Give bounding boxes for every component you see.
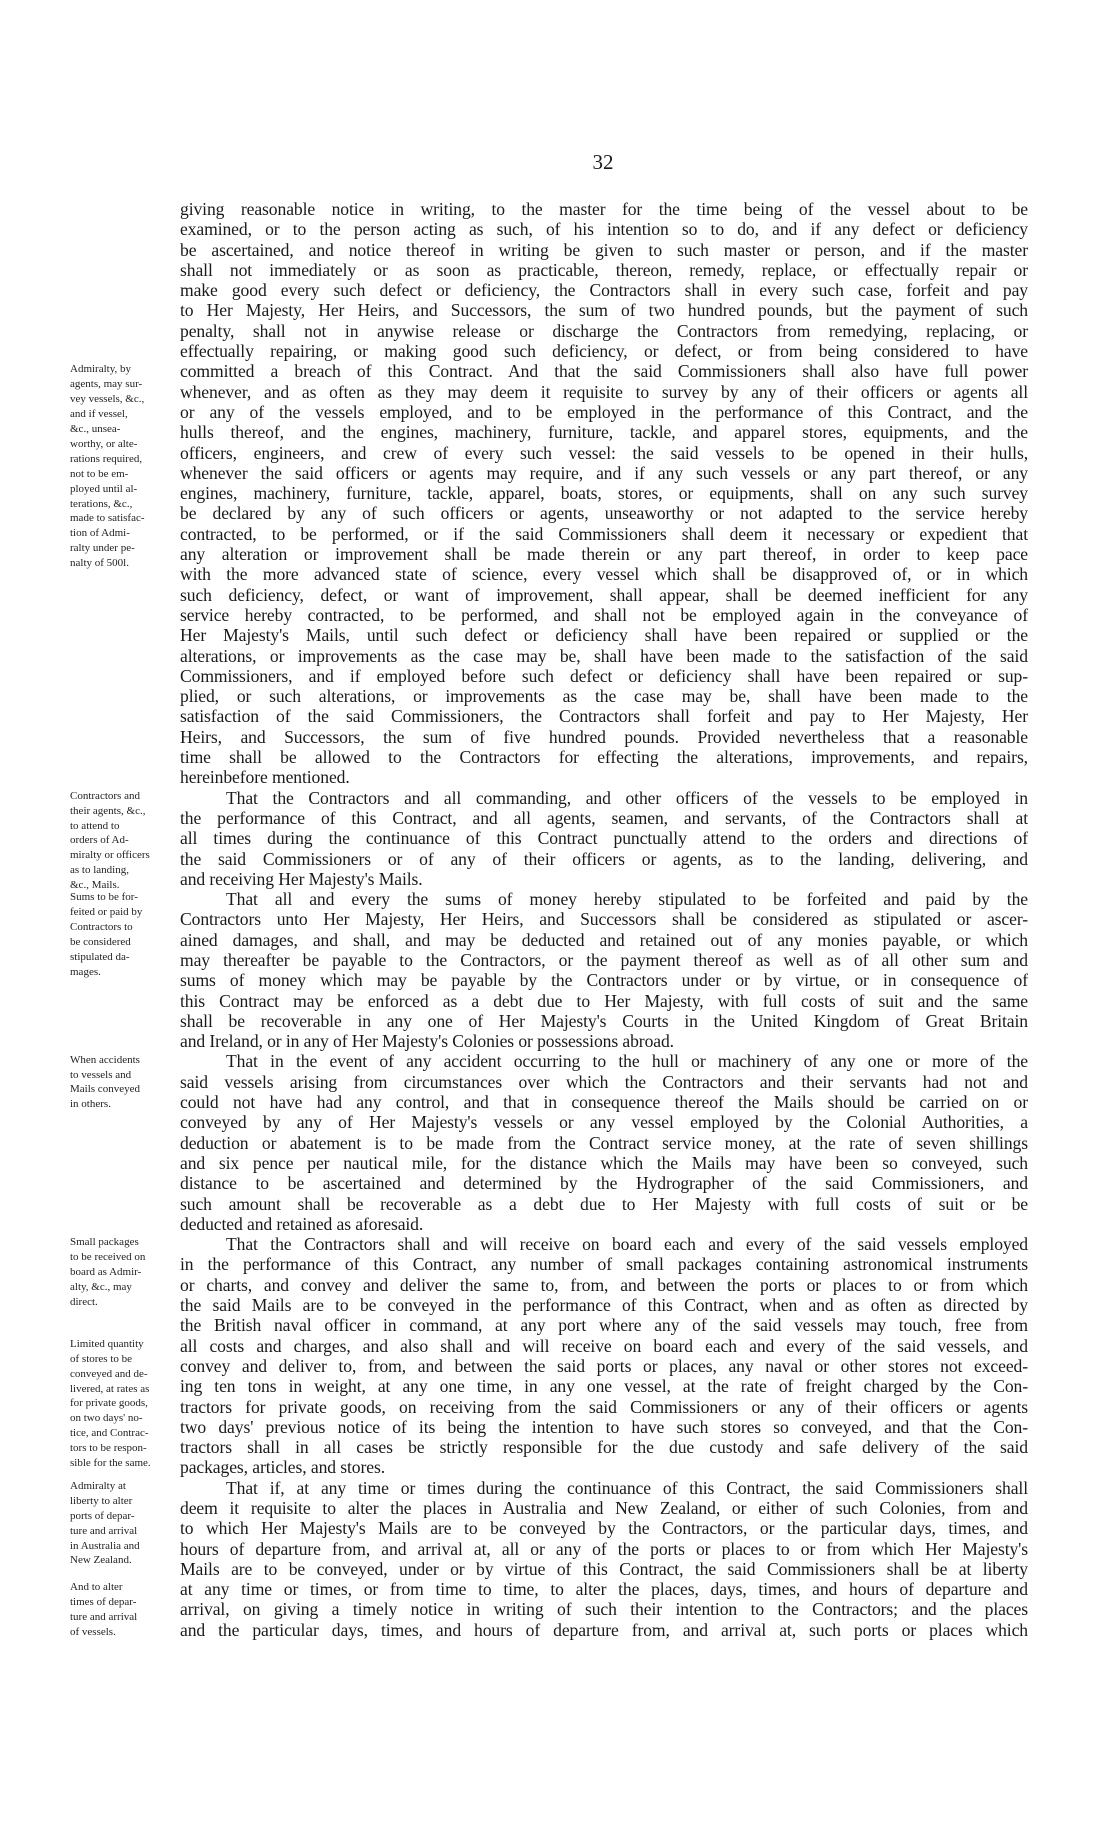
- text-line: two days' previous notice of its being the intention to have such stores so conveyed, and that the Con-: [180, 1416, 1028, 1437]
- text-line: That the Contractors shall and will receive on board each and every of the said vessels employed: [226, 1234, 1028, 1255]
- text-line: may thereafter be payable to the Contractors, or the payment thereof as well as of all other sum and: [180, 949, 1028, 970]
- text-line: time shall be allowed to the Contractors for effecting the alterations, improvements, and repairs,: [180, 747, 1028, 768]
- margin-note-line: their agents, &c.,: [70, 804, 146, 817]
- margin-note-line: ture and arrival: [70, 1524, 138, 1537]
- text-line: the said Commissioners or of any of their officers or agents, as to the landing, delivering, and: [180, 848, 1028, 869]
- text-line: the British naval officer in command, at any port where any of the said vessels may touch, free from: [180, 1315, 1028, 1336]
- text-line: any alteration or improvement shall be made therein or any part thereof, in order to keep pace: [180, 544, 1028, 565]
- margin-note-line: ralty under pe-: [70, 542, 135, 555]
- margin-note-line: orders of Ad-: [70, 834, 129, 847]
- margin-note-line: alty, &c., may: [70, 1281, 132, 1294]
- margin-note-line: tice, and Contrac-: [70, 1427, 149, 1440]
- text-line: engines, machinery, furniture, tackle, apparel, boats, stores, or equipments, shall on any such survey: [180, 483, 1028, 504]
- text-line: Commissioners, and if employed before such defect or deficiency shall have been repaired or sup-: [180, 665, 1028, 686]
- margin-note-line: nalty of 500l.: [70, 557, 129, 570]
- text-line: make good every such defect or deficiency, the Contractors shall in every such case, forfeit and pay: [180, 280, 1028, 301]
- text-line: examined, or to the person acting as such, of his intention so to do, and if any defect or deficiency: [180, 219, 1028, 240]
- margin-note-line: ports of depar-: [70, 1509, 135, 1522]
- text-line: ing ten tons in weight, at any one time, in any one vessel, at the rate of freight charged by the Con-: [180, 1376, 1028, 1397]
- margin-note-line: And to alter: [70, 1581, 123, 1594]
- margin-note-line: Small packages: [70, 1236, 139, 1249]
- text-line: plied, or such alterations, or improvements as the case may be, shall have been made to the: [180, 686, 1028, 707]
- margin-note-line: to be received on: [70, 1251, 146, 1264]
- text-line: the performance of this Contract, and all agents, seamen, and servants, of the Contractors shall at: [180, 807, 1028, 828]
- margin-note: [70, 1580, 178, 1640]
- margin-note-line: in Australia and: [70, 1539, 140, 1552]
- text-line: That if, at any time or times during the continuance of this Contract, the said Commissioners shall: [226, 1477, 1028, 1498]
- text-line: such amount shall be recoverable as a debt due to Her Majesty with full costs of suit or be: [180, 1193, 1028, 1214]
- margin-note-line: for private goods,: [70, 1397, 148, 1410]
- text-line: to which Her Majesty's Mails are to be conveyed by the Contractors, or the particular days, times, and: [180, 1518, 1028, 1539]
- margin-note-line: times of depar-: [70, 1596, 137, 1609]
- text-line: giving reasonable notice in writing, to the master for the time being of the vessel about to be: [180, 199, 1028, 219]
- text-line: be declared by any of such officers or agents, unseaworthy or not adapted to the service hereby: [180, 503, 1028, 524]
- margin-note-line: of stores to be: [70, 1352, 133, 1365]
- text-line: conveyed by any of Her Majesty's vessels or any vessel employed by the Colonial Authorities, a: [180, 1112, 1028, 1133]
- paragraph: [180, 788, 1028, 889]
- text-line: or charts, and convey and deliver the same to, from, and between the ports or places to or from which: [180, 1274, 1028, 1295]
- margin-note: [70, 789, 178, 893]
- text-line: hulls thereof, and the engines, machinery, furniture, tackle, and apparel stores, equipments, and the: [180, 422, 1028, 443]
- margin-note-line: made to satisfac-: [70, 512, 145, 525]
- margin-note-line: in others.: [70, 1098, 111, 1111]
- margin-note-line: not to be em-: [70, 467, 129, 480]
- margin-note-line: Sums to be for-: [70, 891, 138, 904]
- margin-note-line: worthy, or alte-: [70, 437, 138, 450]
- text-line: deem it requisite to alter the places in Australia and New Zealand, or either of such Colonies, from and: [180, 1498, 1028, 1518]
- text-line: at any time or times, or from time to time, to alter the places, days, times, and hours of departure and: [180, 1579, 1028, 1600]
- text-line: to Her Majesty, Her Heirs, and Successors, the sum of two hundred pounds, but the payment of such: [180, 300, 1028, 321]
- margin-note-line: miralty or officers: [70, 849, 150, 862]
- text-line: That all and every the sums of money hereby stipulated to be forfeited and paid by the: [226, 889, 1028, 910]
- text-line: ained damages, and shall, and may be deducted and retained out of any monies payable, or which: [180, 929, 1028, 950]
- text-line: hereinbefore mentioned.: [180, 767, 350, 788]
- text-line: Her Majesty's Mails, until such defect or deficiency shall have been repaired or supplied or the: [180, 625, 1028, 646]
- margin-note-line: &c., unsea-: [70, 423, 121, 436]
- margin-note-line: direct.: [70, 1295, 98, 1308]
- margin-note-line: Contractors and: [70, 789, 140, 802]
- page-number: 32: [592, 150, 614, 174]
- text-line: Contractors unto Her Majesty, Her Heirs, and Successors shall be considered as stipulated or ascer-: [180, 909, 1028, 930]
- margin-note: [70, 362, 178, 571]
- text-line: That the Contractors and all commanding, and other officers of the vessels to be employed in: [226, 787, 1028, 808]
- text-line: be ascertained, and notice thereof in writing be given to such master or person, and if the master: [180, 239, 1028, 260]
- text-line: effectually repairing, or making good such deficiency, or defect, or from being considered to have: [180, 341, 1028, 362]
- margin-note-line: conveyed and de-: [70, 1367, 148, 1380]
- text-line: hours of departure from, and arrival at, all or any of the ports or places to or from which Her Majesty's: [180, 1538, 1028, 1559]
- body-text: [180, 199, 1028, 1640]
- margin-note-line: &c., Mails.: [70, 879, 120, 892]
- paragraph: [180, 1478, 1028, 1640]
- margin-note-line: feited or paid by: [70, 906, 143, 919]
- margin-note-line: Admiralty, by: [70, 363, 131, 376]
- margin-note-line: New Zealand.: [70, 1554, 132, 1567]
- margin-note-line: as to landing,: [70, 864, 129, 877]
- margin-note-line: livered, at rates as: [70, 1382, 150, 1395]
- text-line: could not have had any control, and that in consequence thereof the Mails should be carried on or: [180, 1092, 1028, 1113]
- margin-note-line: on two days' no-: [70, 1412, 143, 1425]
- margin-note-line: vey vessels, &c.,: [70, 393, 145, 406]
- text-line: deduction or abatement is to be made from the Contract service money, at the rate of seven shillings: [180, 1132, 1028, 1153]
- text-line: satisfaction of the said Commissioners, the Contractors shall forfeit and pay to Her Majesty, Her: [180, 706, 1028, 727]
- text-line: this Contract may be enforced as a debt due to Her Majesty, with full costs of suit and the same: [180, 990, 1028, 1011]
- margin-note-line: board as Admir-: [70, 1266, 142, 1279]
- text-line: such deficiency, defect, or want of improvement, shall appear, shall be deemed inefficient for any: [180, 584, 1028, 605]
- text-line: shall not immediately or as soon as practicable, thereon, remedy, replace, or effectually repair or: [180, 259, 1028, 280]
- text-line: convey and deliver to, from, and between the said ports or places, any naval or other stores not exceed-: [180, 1355, 1028, 1376]
- text-line: and receiving Her Majesty's Mails.: [180, 868, 423, 889]
- margin-note-line: Limited quantity: [70, 1337, 144, 1350]
- margin-note-line: agents, may sur-: [70, 378, 143, 391]
- margin-note-line: ployed until al-: [70, 482, 138, 495]
- margin-note-line: and if vessel,: [70, 408, 128, 421]
- text-line: tractors shall in all cases be strictly responsible for the due custody and safe delivery of the said: [180, 1437, 1028, 1458]
- margin-note-line: liberty to alter: [70, 1494, 133, 1507]
- text-line: Mails are to be conveyed, under or by virtue of this Contract, the said Commissioners shall be at liberty: [180, 1558, 1028, 1579]
- text-line: and the particular days, times, and hours of departure from, and arrival at, such ports or places which: [180, 1619, 1028, 1640]
- text-line: whenever, and as often as they may deem it requisite to survey by any of their officers or agents all: [180, 381, 1028, 402]
- margin-note: [70, 1053, 178, 1113]
- margin-note-line: tors to be respon-: [70, 1442, 147, 1455]
- margin-note-line: mages.: [70, 965, 101, 978]
- margin-note-line: ture and arrival: [70, 1611, 138, 1624]
- margin-note-line: to vessels and: [70, 1068, 132, 1081]
- text-line: Heirs, and Successors, the sum of five hundred pounds. Provided nevertheless that a reasonable: [180, 726, 1028, 747]
- margin-note-line: Contractors to: [70, 921, 133, 933]
- paragraph: [180, 1051, 1028, 1234]
- paragraph: [180, 889, 1028, 1051]
- text-line: contracted, to be performed, or if the said Commissioners shall deem it necessary or expedient that: [180, 523, 1028, 544]
- margin-note-line: tion of Admi-: [70, 527, 130, 540]
- text-line: tractors for private goods, on receiving from the said Commissioners or any of their officers or agents: [180, 1396, 1028, 1417]
- text-line: penalty, shall not in anywise release or discharge the Contractors from remedying, replacing, or: [180, 320, 1028, 341]
- margin-note-line: of vessels.: [70, 1626, 116, 1639]
- text-line: shall be recoverable in any one of Her Majesty's Courts in the United Kingdom of Great Britain: [180, 1010, 1028, 1031]
- text-line: all costs and charges, and also shall and will receive on board each and every of the said vessels, and: [180, 1335, 1028, 1356]
- margin-note: [70, 890, 178, 979]
- margin-note-line: sible for the same.: [70, 1457, 151, 1470]
- margin-note: [70, 1479, 178, 1568]
- text-line: That in the event of any accident occurring to the hull or machinery of any one or more of the: [226, 1051, 1028, 1072]
- text-line: with the more advanced state of science, every vessel which shall be disapproved of, or in which: [180, 564, 1028, 585]
- margin-note-line: be considered: [70, 935, 131, 948]
- paragraph: [180, 1234, 1028, 1478]
- margin-note-line: rations required,: [70, 452, 143, 465]
- text-line: and Ireland, or in any of Her Majesty's Colonies or possessions abroad.: [180, 1031, 674, 1052]
- text-line: alterations, or improvements as the case may be, shall have been made to the satisfaction of the said: [180, 645, 1028, 666]
- text-line: and six pence per nautical mile, for the distance which the Mails may have been so conveyed, such: [180, 1152, 1028, 1173]
- margin-note-line: stipulated da-: [70, 950, 130, 963]
- text-line: said vessels arising from circumstances over which the Contractors and their servants had not and: [180, 1071, 1028, 1092]
- margin-note-line: When accidents: [70, 1053, 140, 1066]
- margin-note-line: Admiralty at: [70, 1479, 126, 1492]
- text-line: packages, articles, and stores.: [180, 1457, 386, 1478]
- margin-note-line: Mails conveyed: [70, 1083, 140, 1096]
- text-line: or any of the vessels employed, and to be employed in the performance of this Contract, and the: [180, 401, 1028, 422]
- text-line: service hereby contracted, to be performed, and shall not be employed again in the conveyance of: [180, 604, 1028, 625]
- margin-note: [70, 1337, 178, 1471]
- text-line: distance to be ascertained and determined by the Hydrographer of the said Commissioners, and: [180, 1173, 1028, 1194]
- text-line: committed a breach of this Contract. And that the said Commissioners shall also have full power: [180, 361, 1028, 382]
- text-line: officers, engineers, and crew of every such vessel: the said vessels to be opened in their hulls,: [180, 442, 1028, 463]
- text-line: in the performance of this Contract, any number of small packages containing astronomical instruments: [180, 1254, 1028, 1275]
- paragraph: [180, 199, 1028, 788]
- margin-note: [70, 1235, 178, 1310]
- text-line: arrival, on giving a timely notice in writing of such their intention to the Contractors; and the places: [180, 1599, 1028, 1620]
- text-line: whenever the said officers or agents may require, and if any such vessels or any part thereof, or any: [180, 462, 1028, 483]
- margin-note-line: terations, &c.,: [70, 497, 133, 510]
- text-line: deducted and retained as aforesaid.: [180, 1213, 424, 1234]
- text-line: all times during the continuance of this Contract punctually attend to the orders and directions of: [180, 828, 1028, 849]
- margin-note-line: to attend to: [70, 819, 120, 832]
- text-line: sums of money which may be payable by the Contractors under or by virtue, or in consequence of: [180, 970, 1028, 991]
- text-line: the said Mails are to be conveyed in the performance of this Contract, when and as often as directed by: [180, 1295, 1028, 1316]
